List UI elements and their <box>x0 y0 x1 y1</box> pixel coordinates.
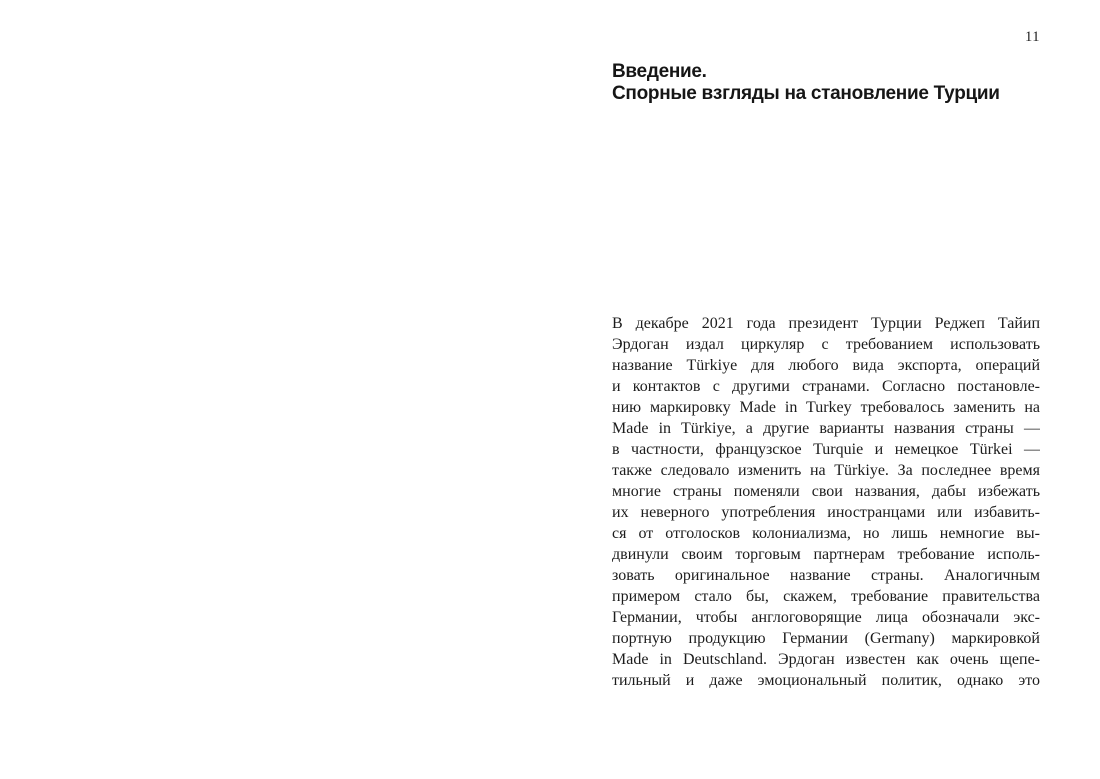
chapter-heading-line-1: Введение. <box>612 61 707 82</box>
text-line-7: в частности, французское Turquie и немецкое Türkei — <box>612 441 1040 458</box>
text-line-2: Эрдоган издал циркуляр с требованием использовать <box>612 336 1040 353</box>
text-line-1: В декабре 2021 года президент Турции Реджеп Тайип <box>612 315 1040 332</box>
chapter-heading-line-2: Спорные взгляды на становление Турции <box>612 83 1000 104</box>
text-line-11: ся от отголосков колониализма, но лишь немногие вы- <box>612 525 1040 542</box>
page-number: 11 <box>1025 29 1040 45</box>
text-line-15: Германии, чтобы англоговорящие лица обозначали экс- <box>612 609 1040 626</box>
text-line-5: нию маркировку Made in Turkey требовалось заменить на <box>612 399 1040 416</box>
chapter-heading <box>612 61 1000 105</box>
text-line-18: тильный и даже эмоциональный политик, однако это <box>612 672 1040 689</box>
text-line-14: примером стало бы, скажем, требование правительства <box>612 588 1040 605</box>
text-line-6: Made in Türkiye, а другие варианты названия страны — <box>612 420 1040 437</box>
body-paragraph <box>612 313 1040 691</box>
text-line-13: зовать оригинальное название страны. Аналогичным <box>612 567 1040 584</box>
text-line-3: название Türkiye для любого вида экспорта, операций <box>612 357 1040 374</box>
text-line-17: Made in Deutschland. Эрдоган известен как очень щепе- <box>612 651 1040 668</box>
text-line-4: и контактов с другими странами. Согласно постановле- <box>612 378 1040 395</box>
text-line-16: портную продукцию Германии (Germany) маркировкой <box>612 630 1040 647</box>
text-line-12: двинули своим торговым партнерам требование исполь- <box>612 546 1040 563</box>
text-line-9: многие страны поменяли свои названия, дабы избежать <box>612 483 1040 500</box>
text-line-10: их неверного употребления иностранцами или избавить- <box>612 504 1040 521</box>
text-line-8: также следовало изменить на Türkiye. За последнее время <box>612 462 1040 479</box>
